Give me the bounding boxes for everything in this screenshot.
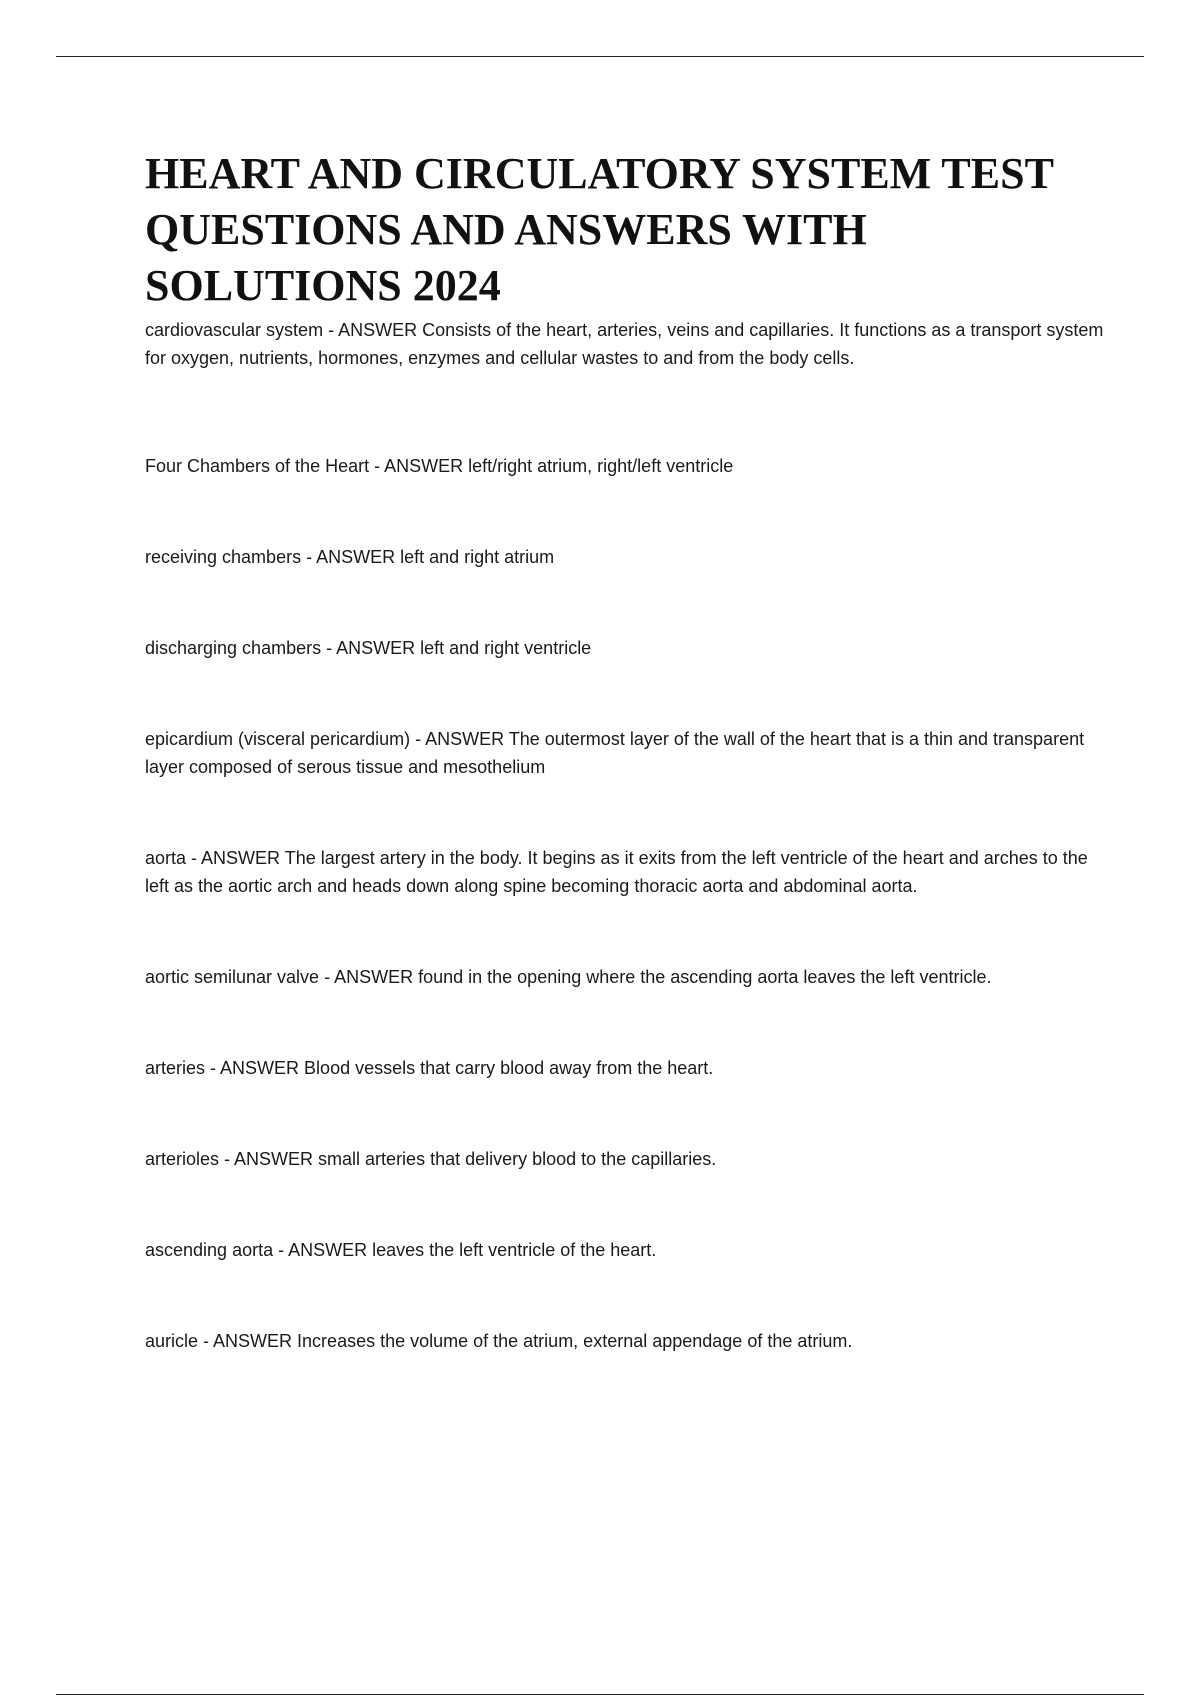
qa-answer: Increases the volume of the atrium, external appendage of the atrium. <box>297 1331 853 1351</box>
qa-entry <box>145 1145 1105 1173</box>
answer-separator: - ANSWER <box>321 638 421 658</box>
qa-term: ascending aorta <box>145 1240 274 1260</box>
qa-answer: left and right ventricle <box>420 638 592 658</box>
answer-separator: - ANSWER <box>198 1331 298 1351</box>
qa-answer: The largest artery in the body. It begins as it exits from the left ventricle of the heart and arches to the left as the aortic arch and heads down along spine becoming thoracic aorta and abdominal aorta. <box>145 848 1088 896</box>
qa-answer: small arteries that delivery blood to the capillaries. <box>318 1149 717 1169</box>
answer-separator: - ANSWER <box>410 729 509 749</box>
qa-entry <box>145 1236 1105 1264</box>
answer-separator: - ANSWER <box>186 848 285 868</box>
document-title: HEART AND CIRCULATORY SYSTEM TEST QUESTIONS AND ANSWERS WITH SOLUTIONS 2024 <box>145 149 1054 310</box>
qa-entry <box>145 452 1105 480</box>
answer-separator: - ANSWER <box>219 1149 319 1169</box>
qa-term: auricle <box>145 1331 199 1351</box>
qa-term: arteries <box>145 1058 206 1078</box>
qa-answer: Consists of the heart, arteries, veins and capillaries. It functions as a transport system for oxygen, nutrients, hormones, enzymes and cellular wastes to and from the body cells. <box>145 320 1104 368</box>
qa-term: cardiovascular system <box>145 320 324 340</box>
qa-term: epicardium (visceral pericardium) <box>145 729 411 749</box>
qa-entry <box>145 963 1105 991</box>
qa-term: aortic semilunar valve <box>145 967 320 987</box>
qa-answer: left and right atrium <box>400 547 555 567</box>
qa-answer: left/right atrium, right/left ventricle <box>468 456 734 476</box>
document-body <box>145 146 1105 1355</box>
answer-separator: - ANSWER <box>273 1240 373 1260</box>
qa-entry <box>145 725 1105 781</box>
answer-separator: - ANSWER <box>323 320 423 340</box>
qa-entry <box>145 1054 1105 1082</box>
qa-answer: leaves the left ventricle of the heart. <box>372 1240 657 1260</box>
qa-term: discharging chambers <box>145 638 322 658</box>
qa-answer: found in the opening where the ascending aorta leaves the left ventricle. <box>418 967 992 987</box>
qa-term: aorta <box>145 848 187 868</box>
qa-term: Four Chambers of the Heart <box>145 456 370 476</box>
answer-separator: - ANSWER <box>319 967 419 987</box>
bottom-divider <box>56 1694 1144 1695</box>
answer-separator: - ANSWER <box>301 547 401 567</box>
qa-term: receiving chambers <box>145 547 302 567</box>
qa-term: arterioles <box>145 1149 220 1169</box>
qa-entry <box>145 634 1105 662</box>
qa-answer: Blood vessels that carry blood away from the heart. <box>304 1058 714 1078</box>
qa-entry <box>145 543 1105 571</box>
qa-entry <box>145 316 1105 372</box>
qa-entry <box>145 844 1105 900</box>
qa-entry <box>145 1327 1105 1355</box>
answer-separator: - ANSWER <box>205 1058 305 1078</box>
qa-answer: The outermost layer of the wall of the heart that is a thin and transparent layer composed of serous tissue and mesothelium <box>145 729 1085 777</box>
top-divider <box>56 56 1144 57</box>
answer-separator: - ANSWER <box>369 456 469 476</box>
